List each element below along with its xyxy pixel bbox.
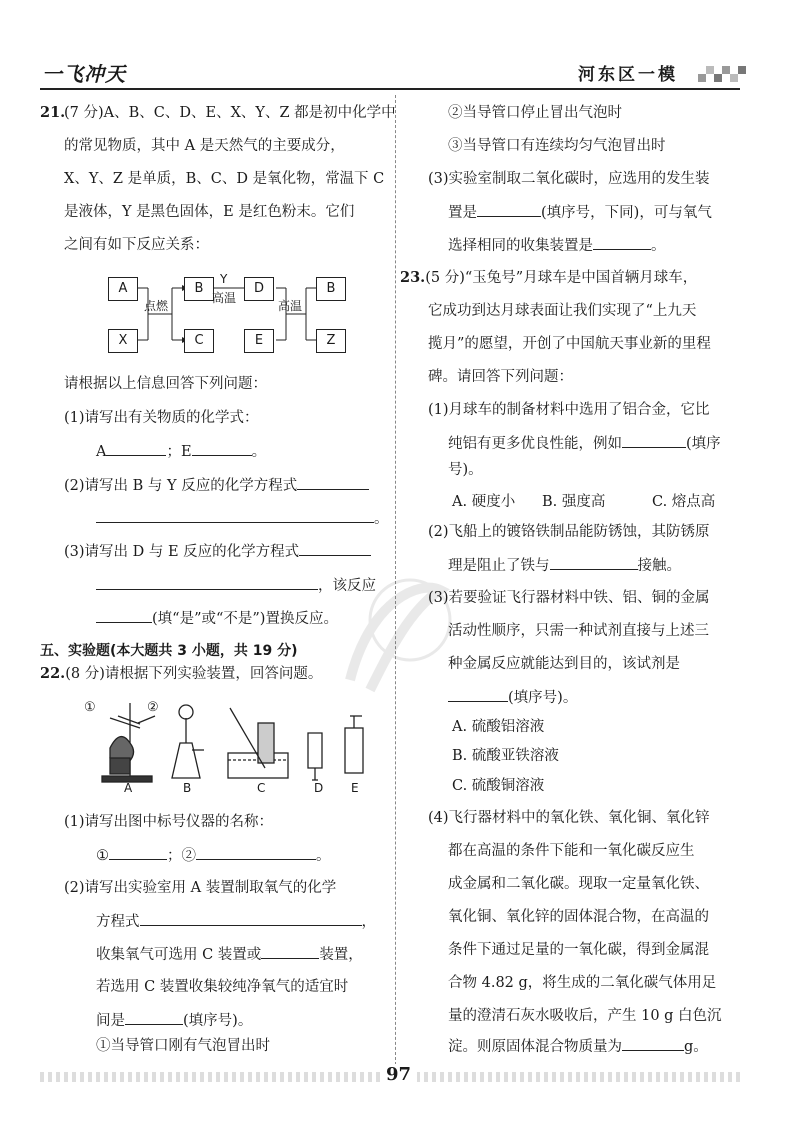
answer-blank-rust[interactable]	[550, 555, 638, 570]
question-number-22: 22.	[40, 665, 66, 682]
answer-blank-generator[interactable]	[477, 202, 541, 217]
q21-part3-text: (3)请写出 D 与 E 反应的化学方程式	[64, 544, 300, 560]
q22-part2-line5	[96, 1010, 252, 1031]
mark-1: ①	[84, 700, 96, 715]
q22-part2-line2	[96, 911, 376, 932]
q22-stem	[40, 664, 322, 684]
q21-line-4: 是液体，Y 是黑色固体，E 是红色粉末。它们	[64, 204, 355, 220]
exam-region: 河东区一模	[578, 65, 678, 85]
q23-part2-line2	[448, 555, 681, 576]
q23-line-4: 碑。请回答下列问题：	[428, 369, 573, 385]
q22-stem-text: (8 分)请根据下列实验装置，回答问题。	[65, 666, 323, 682]
q22-part3-line3	[448, 235, 666, 256]
q22-part3-collector-label: 选择相同的收集装置是	[448, 238, 593, 254]
answer-blank-alloy[interactable]	[622, 433, 686, 448]
q23-part1-line1: (1)月球车的制备材料中选用了铝合金，它比	[428, 402, 710, 418]
q23-part4-line5: 条件下通过足量的一氧化碳，得到金属混	[448, 942, 709, 958]
label-A: A	[96, 444, 107, 460]
q23-part3-line4	[448, 687, 577, 708]
q23-part4-line3: 成金属和二氧化碳。现取一定量氧化铁、	[448, 876, 709, 892]
q22-part2-line1: (2)请写出实验室用 A 装置制取氧气的化学	[64, 880, 337, 896]
answer-blank-reagent[interactable]	[448, 687, 508, 702]
answer-blank-q21-3c[interactable]	[96, 608, 152, 623]
box-A: A	[108, 277, 138, 301]
box-X: X	[108, 329, 138, 353]
q22-part2-equation-label: 方程式	[96, 914, 140, 930]
answer-blank-q21-2a[interactable]	[297, 475, 369, 490]
mark-2-label: ；②	[167, 848, 196, 864]
q21-line-3: X、Y、Z 是单质，B、C、D 是氧化物，常温下 C	[64, 171, 385, 187]
mark-2: ②	[147, 700, 159, 715]
answer-blank-timing[interactable]	[125, 1010, 183, 1025]
q23-part1-text: 纯铝有更多优良性能，例如	[448, 436, 622, 452]
q22-option-3: ③当导管口有连续均匀气泡冒出时	[448, 138, 666, 154]
period: 。	[374, 511, 389, 527]
q23-part3-line1: (3)若要验证飞行器材料中铁、铝、铜的金属	[428, 590, 710, 606]
label-dianran: 点燃	[144, 299, 169, 313]
q22-part3-line2	[448, 202, 712, 223]
mark-1-label: ①	[96, 848, 109, 864]
q23-part3-line2: 活动性顺序，只需一种试剂直接与上述三	[448, 623, 709, 639]
apparatus-label-B: B	[183, 781, 192, 795]
label-E: ；E	[166, 444, 192, 460]
q23-part3-option-A: A. 硫酸铝溶液	[452, 719, 545, 735]
q22-part2-collect-tail: 装置，	[319, 947, 363, 963]
q21-part2-line2	[96, 508, 389, 529]
q22-part2-line4: 若选用 C 装置收集较纯净氧气的适宜时	[96, 979, 349, 995]
q23-line-3: 揽月”的愿望，开创了中国航天事业新的里程	[428, 336, 711, 352]
answer-blank-mass[interactable]	[622, 1036, 684, 1051]
box-Z: Z	[316, 329, 346, 353]
q21-prompt: 请根据以上信息回答下列问题：	[64, 376, 267, 392]
q22-part2-collect-text: 收集氧气可选用 C 装置或	[96, 947, 262, 963]
period: 。	[651, 238, 666, 254]
q22-part3-generator-tail: (填序号，下同)，可与氧气	[541, 205, 712, 221]
q23-part2-tail: 接触。	[637, 558, 681, 574]
q22-option-1: ①当导管口刚有气泡冒出时	[96, 1038, 270, 1054]
q22-part1: (1)请写出图中标号仪器的名称：	[64, 814, 274, 830]
box-B: B	[184, 277, 214, 301]
answer-blank-instrument-1[interactable]	[109, 845, 167, 860]
brand-logo: 一飞冲天	[42, 62, 126, 86]
answer-blank-q21-2b[interactable]	[96, 508, 374, 523]
q23-part3-line3: 种金属反应就能达到目的，该试剂是	[448, 656, 680, 672]
box-D: D	[244, 277, 274, 301]
q23-part1-tail: (填序	[686, 436, 721, 452]
q23-part4-line4: 氧化铜、氧化锌的固体混合物，在高温的	[448, 909, 709, 925]
answer-blank-oxygen-equation[interactable]	[140, 911, 362, 926]
question-number-21: 21.	[40, 104, 66, 121]
q23-part1-line2	[448, 433, 721, 454]
q22-part2-time-label: 间是	[96, 1013, 125, 1029]
q22-part3-line1: (3)实验室制取二氧化碳时，应选用的发生装	[428, 171, 710, 187]
q23-line-2: 它成功到达月球表面让我们实现了“上九天	[428, 303, 697, 319]
q21-part3-continuation: ，该反应	[318, 578, 376, 594]
q23-line-1	[400, 268, 697, 288]
q23-part1-option-C: C. 熔点高	[652, 494, 716, 510]
q23-part4-line1: (4)飞行器材料中的氧化铁、氧化铜、氧化锌	[428, 810, 710, 826]
apparatus-label-A: A	[124, 781, 133, 795]
label-gaowen-1: 高温	[212, 291, 237, 305]
period: 。	[316, 848, 331, 864]
q21-part3	[64, 541, 371, 562]
q23-part4-line2: 都在高温的条件下能和一氧化碳反应生	[448, 843, 695, 859]
q23-part4-last-text: 淀。则原固体混合物质量为	[448, 1039, 622, 1055]
q23-part1-option-B: B. 强度高	[542, 494, 606, 510]
answer-blank-q21-3b[interactable]	[96, 575, 318, 590]
box-E: E	[244, 329, 274, 353]
unit-g: g。	[684, 1039, 708, 1055]
question-number-23: 23.	[400, 269, 426, 286]
box-C: C	[184, 329, 214, 353]
q23-part3-option-B: B. 硫酸亚铁溶液	[452, 748, 559, 764]
q22-part3-generator-label: 置是	[448, 205, 477, 221]
q21-part3-line3	[96, 608, 338, 629]
answer-blank-A[interactable]	[106, 441, 166, 456]
q22-part2-time-tail: (填序号)。	[183, 1013, 253, 1029]
page-number: 97	[380, 1064, 417, 1085]
q23-part4-line7: 量的澄清石灰水吸收后，产生 10 g 白色沉	[448, 1008, 722, 1024]
q21-line-2: 的常见物质，其中 A 是天然气的主要成分，	[64, 138, 345, 154]
answer-blank-E[interactable]	[192, 441, 252, 456]
period: 。	[251, 444, 267, 460]
apparatus-label-C: C	[257, 781, 266, 795]
header-rule	[40, 88, 740, 90]
section-heading: 五、实验题(本大题共 3 小题，共 19 分)	[40, 643, 298, 659]
q22-part2-line3	[96, 944, 363, 965]
q21-part1: (1)请写出有关物质的化学式：	[64, 410, 259, 426]
q23-part4-line6: 合物 4.82 g，将生成的二氧化碳气体用足	[448, 975, 717, 991]
q22-option-2: ②当导管口停止冒出气泡时	[448, 105, 622, 121]
apparatus-label-D: D	[314, 781, 324, 795]
q23-part1-option-A: A. 硬度小	[452, 494, 516, 510]
q21-part1-answer	[96, 441, 266, 462]
comma: ，	[361, 914, 376, 930]
q23-part2-text: 理是阻止了铁与	[448, 558, 550, 574]
label-Y: Y	[220, 272, 228, 286]
q21-part3-tail: (填“是”或“不是”)置换反应。	[152, 611, 338, 627]
q23-line-1-text: (5 分)“玉兔号”月球车是中国首辆月球车，	[425, 270, 698, 286]
lab-apparatus-figure	[80, 698, 380, 793]
apparatus-label-E: E	[351, 781, 359, 795]
q21-part2	[64, 475, 369, 496]
q21-line-5: 之间有如下反应关系：	[64, 237, 209, 253]
q21-line-1: (7 分)A、B、C、D、E、X、Y、Z 都是初中化学中	[64, 105, 396, 121]
q21-part3-line2	[96, 575, 376, 596]
answer-blank-instrument-2[interactable]	[196, 845, 316, 860]
answer-blank-collection[interactable]	[261, 944, 319, 959]
answer-blank-q21-3a[interactable]	[299, 541, 371, 556]
q23-part4-line8	[448, 1036, 708, 1057]
answer-blank-collector[interactable]	[593, 235, 651, 250]
q21-part2-text: (2)请写出 B 与 Y 反应的化学方程式	[64, 478, 298, 494]
q23-part2-line1: (2)飞船上的镀铬铁制品能防锈蚀，其防锈原	[428, 524, 710, 540]
q22-part1-answer	[96, 845, 331, 866]
q23-part1-line3: 号)。	[448, 462, 483, 478]
box-B-product: B	[316, 277, 346, 301]
checker-decoration	[698, 62, 746, 86]
label-gaowen-2: 高温	[278, 299, 303, 313]
q23-part3-option-C: C. 硫酸铜溶液	[452, 778, 545, 794]
q23-part3-tail: (填序号)。	[508, 690, 578, 706]
